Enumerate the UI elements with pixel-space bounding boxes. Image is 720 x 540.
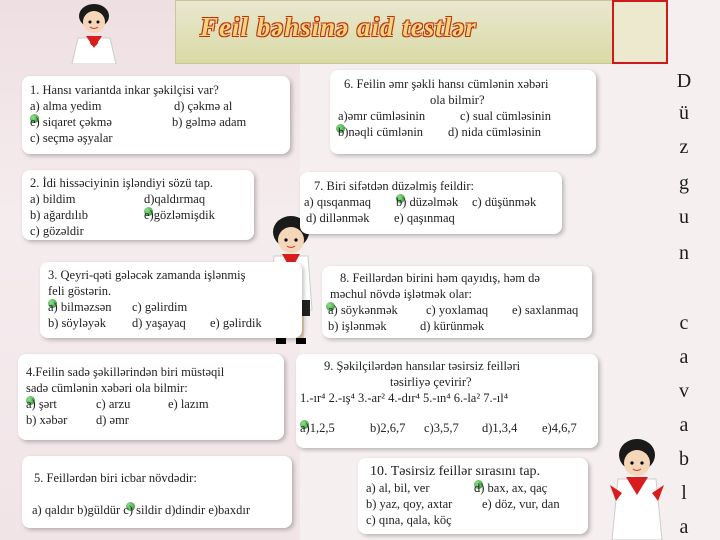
q3-option-d[interactable]: d) yaşayaq: [132, 316, 186, 330]
q10-option-a[interactable]: a) al, bil, ver: [366, 481, 430, 495]
q3-option-b[interactable]: b) söyləyək: [48, 316, 106, 330]
q2-option-b[interactable]: b) ağardılıb: [30, 208, 88, 222]
q5-answers[interactable]: a) qaldır b)güldür c) sildir d)dindir e)baxdır: [32, 503, 250, 517]
question-10-text: 10. Təsirsiz feillər sırasını tap.: [370, 464, 541, 479]
girl-illustration-top: [64, 2, 124, 64]
q1-option-b[interactable]: b) gəlmə adam: [172, 115, 247, 129]
q6-option-b[interactable]: b)nəqli cümlənin: [338, 125, 424, 139]
q10-option-c[interactable]: c) qına, qala, köç: [366, 513, 452, 527]
side-letter-13: a: [679, 516, 689, 538]
q8-option-b[interactable]: b) işlənmək: [328, 319, 387, 333]
q1-option-e[interactable]: e) siqaret çəkmə: [30, 115, 112, 129]
question-card-5: [22, 456, 292, 528]
question-4-text-line1: 4.Feilin sadə şəkillərindən biri müstəqil: [26, 365, 225, 379]
q6-option-a[interactable]: a)əmr cümləsinin: [338, 109, 426, 123]
q8-option-e[interactable]: e) saxlanmaq: [512, 303, 579, 317]
side-letter-2: ü: [679, 102, 689, 124]
q4-option-d[interactable]: d) əmr: [96, 413, 129, 427]
q8-option-c[interactable]: c) yoxlamaq: [426, 303, 489, 317]
q4-option-c[interactable]: c) arzu: [96, 397, 131, 411]
q1-option-a[interactable]: a) alma yedim: [30, 99, 102, 113]
question-card-6: [330, 70, 596, 154]
question-8-text-line2: məchul növdə işlətmək olar:: [330, 287, 472, 301]
q7-option-c[interactable]: c) düşünmək: [472, 195, 537, 209]
question-4-text-line2: sadə cümlənin xəbəri ola bilmir:: [26, 381, 188, 395]
question-card-7: [300, 172, 562, 234]
q9-suffix-list: 1.-ır⁴ 2.-ış⁴ 3.-ar² 4.-dır⁴ 5.-ın⁴ 6.-la² 7.-ıl⁴: [300, 391, 509, 405]
side-letter-7: c: [679, 312, 689, 334]
q7-option-b[interactable]: b) düzəlmək: [396, 195, 459, 209]
q10-option-e[interactable]: e) döz, vur, dan: [482, 497, 560, 511]
question-card-4: [18, 354, 284, 440]
q7-option-e[interactable]: e) qaşınmaq: [394, 211, 455, 225]
q4-option-b[interactable]: b) xəbər: [26, 413, 68, 427]
q6-option-c[interactable]: c) sual cümləsinin: [460, 109, 551, 123]
side-letter-6: n: [679, 242, 689, 264]
side-letter-1: D: [676, 70, 692, 92]
q7-option-a[interactable]: a) qısqanmaq: [304, 195, 371, 209]
question-6-text-line1: 6. Feilin əmr şəkli hansı cümlənin xəbəri: [344, 77, 549, 91]
q8-option-a[interactable]: a) söykənmək: [328, 303, 398, 317]
question-1-text: 1. Hansı variantda inkar şəkilçisi var?: [30, 83, 219, 97]
q2-option-a[interactable]: a) bildim: [30, 192, 76, 206]
side-letter-12: l: [681, 482, 687, 504]
question-card-1: [22, 76, 290, 154]
q2-option-e[interactable]: e)gözləmişdik: [144, 208, 215, 222]
q2-option-d[interactable]: d)qaldırmaq: [144, 192, 206, 206]
question-card-8: [322, 266, 592, 338]
q9-option-c[interactable]: c)3,5,7: [424, 421, 459, 435]
question-card-3: [40, 262, 302, 338]
question-5-text: 5. Feillərdən biri icbar növdədir:: [34, 471, 197, 485]
question-3-text-line1: 3. Qeyri-qəti gələcək zamanda işlənmiş: [48, 268, 246, 282]
red-frame-decoration: [612, 0, 668, 64]
side-letter-11: b: [679, 448, 689, 470]
side-letter-10: a: [679, 414, 689, 436]
q4-option-a[interactable]: a) şərt: [26, 397, 57, 411]
q7-option-d[interactable]: d) dillənmək: [306, 211, 370, 225]
q1-option-c[interactable]: c) seçmə əşyalar: [30, 131, 113, 145]
question-card-9: [296, 354, 598, 448]
q10-option-d[interactable]: d) bax, ax, qaç: [474, 481, 548, 495]
girl-illustration-bottom: [602, 435, 672, 540]
q8-option-d[interactable]: d) kürünmək: [420, 319, 485, 333]
q10-option-b[interactable]: b) yaz, qoy, axtar: [366, 497, 453, 511]
q2-option-c[interactable]: c) gözəldir: [30, 224, 84, 238]
q9-option-a[interactable]: a)1,2,5: [300, 421, 335, 435]
side-letter-8: a: [679, 346, 689, 368]
question-6-text-line2: ola bilmir?: [430, 93, 485, 107]
q3-option-e[interactable]: e) gəlirdik: [210, 316, 262, 330]
q1-option-d[interactable]: d) çəkmə al: [174, 99, 233, 113]
question-8-text-line1: 8. Feillərdən birini həm qayıdış, həm də: [340, 271, 540, 285]
q9-option-b[interactable]: b)2,6,7: [370, 421, 406, 435]
side-letter-5: u: [679, 206, 689, 228]
q9-option-e[interactable]: e)4,6,7: [542, 421, 577, 435]
question-3-text-line2: feli göstərin.: [48, 284, 112, 298]
question-7-text: 7. Biri sifətdən düzəlmiş feildir:: [314, 179, 475, 193]
q4-option-e[interactable]: e) lazım: [168, 397, 209, 411]
question-9-text-line2: təsirliyə çevirir?: [390, 375, 472, 389]
q3-option-a[interactable]: a) bilməzsən: [48, 300, 112, 314]
question-card-2: [22, 170, 254, 240]
question-2-text: 2. İdi hissəciyinin işləndiyi sözü tap.: [30, 176, 213, 190]
q3-option-c[interactable]: c) gəlirdim: [132, 300, 188, 314]
side-letter-9: v: [679, 380, 689, 402]
side-letter-4: g: [679, 172, 689, 194]
page-title: Feil bəhsinə aid testlər: [200, 12, 477, 42]
q9-option-d[interactable]: d)1,3,4: [482, 421, 518, 435]
question-9-text-line1: 9. Şəkilçilərdən hansılar təsirsiz feilləri: [324, 359, 521, 373]
side-letter-3: z: [679, 136, 689, 158]
q6-option-d[interactable]: d) nida cümləsinin: [448, 125, 542, 139]
question-card-10: [358, 458, 588, 534]
